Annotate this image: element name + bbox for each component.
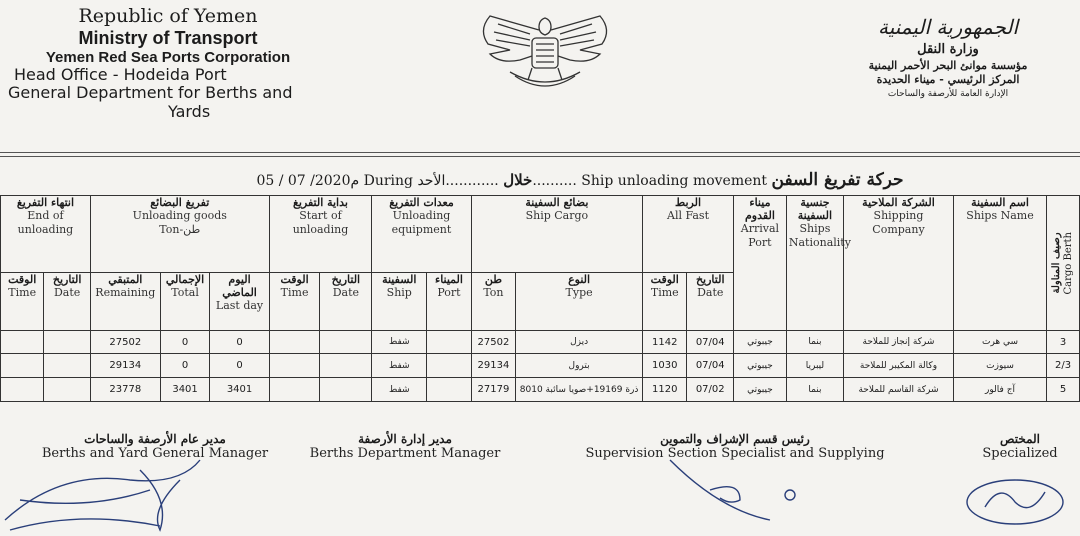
cell-last-day: 0 [210, 331, 269, 354]
cell-cargo-type: ديزل [516, 331, 643, 354]
col-ship-cargo: بضائع السفينة Ship Cargo [471, 196, 642, 273]
cell-end-time [1, 331, 44, 354]
header-divider-line [0, 152, 1080, 153]
signature-department-manager: مدير إدارة الأرصفة Berths Department Manager [309, 432, 501, 462]
cell-nationality: ليبريا [786, 354, 843, 378]
cell-af-date: 07/04 [687, 354, 734, 378]
title-date: 05 / 07 /2020م [256, 173, 360, 189]
cell-arrival-port: جيبوتي [734, 378, 787, 402]
title-heading-en: Ship unloading movement [581, 173, 768, 189]
header-corporation-en: Yemen Red Sea Ports Corporation [45, 48, 291, 66]
sub-last-day: اليوم الماضي Last day [210, 273, 269, 331]
cell-nationality: بنما [786, 331, 843, 354]
handwritten-signature-1 [0, 440, 240, 536]
cell-ship-name: آج فالور [953, 378, 1046, 402]
table-header-row [1, 196, 1080, 273]
sub-remaining: المتبقي Remaining [90, 273, 160, 331]
cell-company: شركة إنجاز للملاحة [843, 331, 953, 354]
header-ministry-en: Ministry of Transport [78, 27, 258, 48]
col-shipping-company: الشركة الملاحية Shipping Company [843, 196, 953, 331]
col-unloading-equipment: معدات التفريغ Unloading equipment [372, 196, 471, 273]
col-all-fast: الربط All Fast [643, 196, 734, 273]
sub-equip-ship: السفينة Ship [372, 273, 427, 331]
title-dots-1: ............ [445, 173, 499, 189]
signature-general-manager: مدير عام الأرصفة والساحات Berths and Yard General Manager [41, 432, 269, 462]
signature-supervision-specialist: رئيس قسم الإشراف والتموين Supervision Section Specialist and Supplying [585, 432, 885, 462]
header-divider-line-2 [0, 156, 1080, 157]
cell-cargo-ton: 29134 [471, 354, 515, 378]
col-ships-nationality: جنسية السفينة Ships Nationality [786, 196, 843, 331]
cell-equip-port [427, 354, 471, 378]
table-row [1, 331, 1080, 354]
header-republic-ar: الجمهورية اليمنية [877, 15, 1019, 39]
cell-company: شركة القاسم للملاحة [843, 378, 953, 402]
cell-equip-port [427, 378, 471, 402]
title-during-ar: خلال [503, 171, 533, 189]
title-during-en: During [363, 173, 413, 189]
header-republic-en: Republic of Yemen [78, 5, 258, 27]
cell-start-date [320, 354, 372, 378]
sub-start-date: التاريخ Date [320, 273, 372, 331]
cell-equip-port [427, 331, 471, 354]
handwritten-signature-3 [960, 472, 1070, 534]
cell-arrival-port: جيبوتي [734, 331, 787, 354]
cell-equip-ship: شفط [372, 354, 427, 378]
cell-berth: 5 [1047, 378, 1080, 402]
sub-end-time: الوقت Time [1, 273, 44, 331]
cell-af-date: 07/02 [687, 378, 734, 402]
cell-end-date [44, 331, 91, 354]
cell-af-time: 1120 [643, 378, 687, 402]
cell-remaining: 29134 [90, 354, 160, 378]
cell-remaining: 27502 [90, 331, 160, 354]
eagle-emblem-icon [470, 10, 620, 95]
cell-total: 3401 [160, 378, 210, 402]
sub-start-time: الوقت Time [269, 273, 320, 331]
cell-end-time [1, 354, 44, 378]
col-end-of-unloading: انتهاء التفريغ End of unloading [1, 196, 91, 273]
header-office-en: Head Office - Hodeida Port [14, 64, 227, 84]
sub-cargo-ton: طن Ton [471, 273, 515, 331]
cell-last-day: 0 [210, 354, 269, 378]
cell-af-time: 1142 [643, 331, 687, 354]
cell-end-date [44, 354, 91, 378]
ship-unloading-table [0, 195, 1080, 402]
cell-af-date: 07/04 [687, 331, 734, 354]
title-heading-ar: حركة تفريغ السفن [771, 170, 904, 190]
cell-start-time [269, 331, 320, 354]
cell-total: 0 [160, 354, 210, 378]
cell-start-date [320, 331, 372, 354]
col-ships-name: اسم السفينة Ships Name [953, 196, 1046, 331]
sub-cargo-type: النوع Type [516, 273, 643, 331]
table-row [1, 378, 1080, 402]
header-office-ar: المركز الرئيسي - ميناء الحديدة [876, 73, 1020, 87]
title-dots-2: .......... [532, 173, 577, 189]
cell-equip-ship: شفط [372, 331, 427, 354]
signature-specialized: المختص Specialized [982, 432, 1058, 462]
cell-ship-name: سيوزت [953, 354, 1046, 378]
cell-remaining: 23778 [90, 378, 160, 402]
cell-nationality: بنما [786, 378, 843, 402]
cell-equip-ship: شفط [372, 378, 427, 402]
handwritten-signature-2 [660, 450, 820, 530]
cell-start-time [269, 354, 320, 378]
cell-end-time [1, 378, 44, 402]
cell-af-time: 1030 [643, 354, 687, 378]
cell-cargo-ton: 27502 [471, 331, 515, 354]
cell-ship-name: سي هرت [953, 331, 1046, 354]
header-department-en: General Department for Berths and [8, 83, 293, 103]
cell-berth: 2/3 [1047, 354, 1080, 378]
col-start-of-unloading: بداية التفريغ Start of unloading [269, 196, 372, 273]
cell-cargo-ton: 27179 [471, 378, 515, 402]
sub-equip-port: الميناء Port [427, 273, 471, 331]
header-ministry-ar: وزارة النقل [917, 42, 979, 57]
report-title [190, 170, 970, 190]
header-corporation-ar: مؤسسة موانئ البحر الأحمر اليمنية [868, 58, 1028, 72]
sub-af-time: الوقت Time [643, 273, 687, 331]
cell-start-time [269, 378, 320, 402]
cell-start-date [320, 378, 372, 402]
cell-company: وكالة المكيبر للملاحة [843, 354, 953, 378]
title-day: الأحد [417, 173, 446, 189]
cell-arrival-port: جيبوتي [734, 354, 787, 378]
col-arrival-port: ميناء القدوم Arrival Port [734, 196, 787, 331]
sub-af-date: التاريخ Date [687, 273, 734, 331]
header-department-en-2: Yards [168, 101, 211, 121]
cell-berth: 3 [1047, 331, 1080, 354]
cell-cargo-type: ذرة 19169+صويا سائبة 8010 [516, 378, 643, 402]
col-unloading-goods: تفريغ البضائع Unloading goods Ton-طن [90, 196, 269, 273]
sub-total: الإجمالي Total [160, 273, 210, 331]
header-department-ar: الإدارة العامة للأرصفة والساحات [887, 89, 1009, 100]
cell-total: 0 [160, 331, 210, 354]
cell-cargo-type: بترول [516, 354, 643, 378]
cell-end-date [44, 378, 91, 402]
sub-end-date: التاريخ Date [44, 273, 91, 331]
table-row [1, 354, 1080, 378]
col-cargo-berth: رصيف المناولة Cargo Berth [1047, 196, 1080, 331]
cell-last-day: 3401 [210, 378, 269, 402]
header-english [8, 6, 328, 121]
header-arabic [828, 14, 1068, 100]
